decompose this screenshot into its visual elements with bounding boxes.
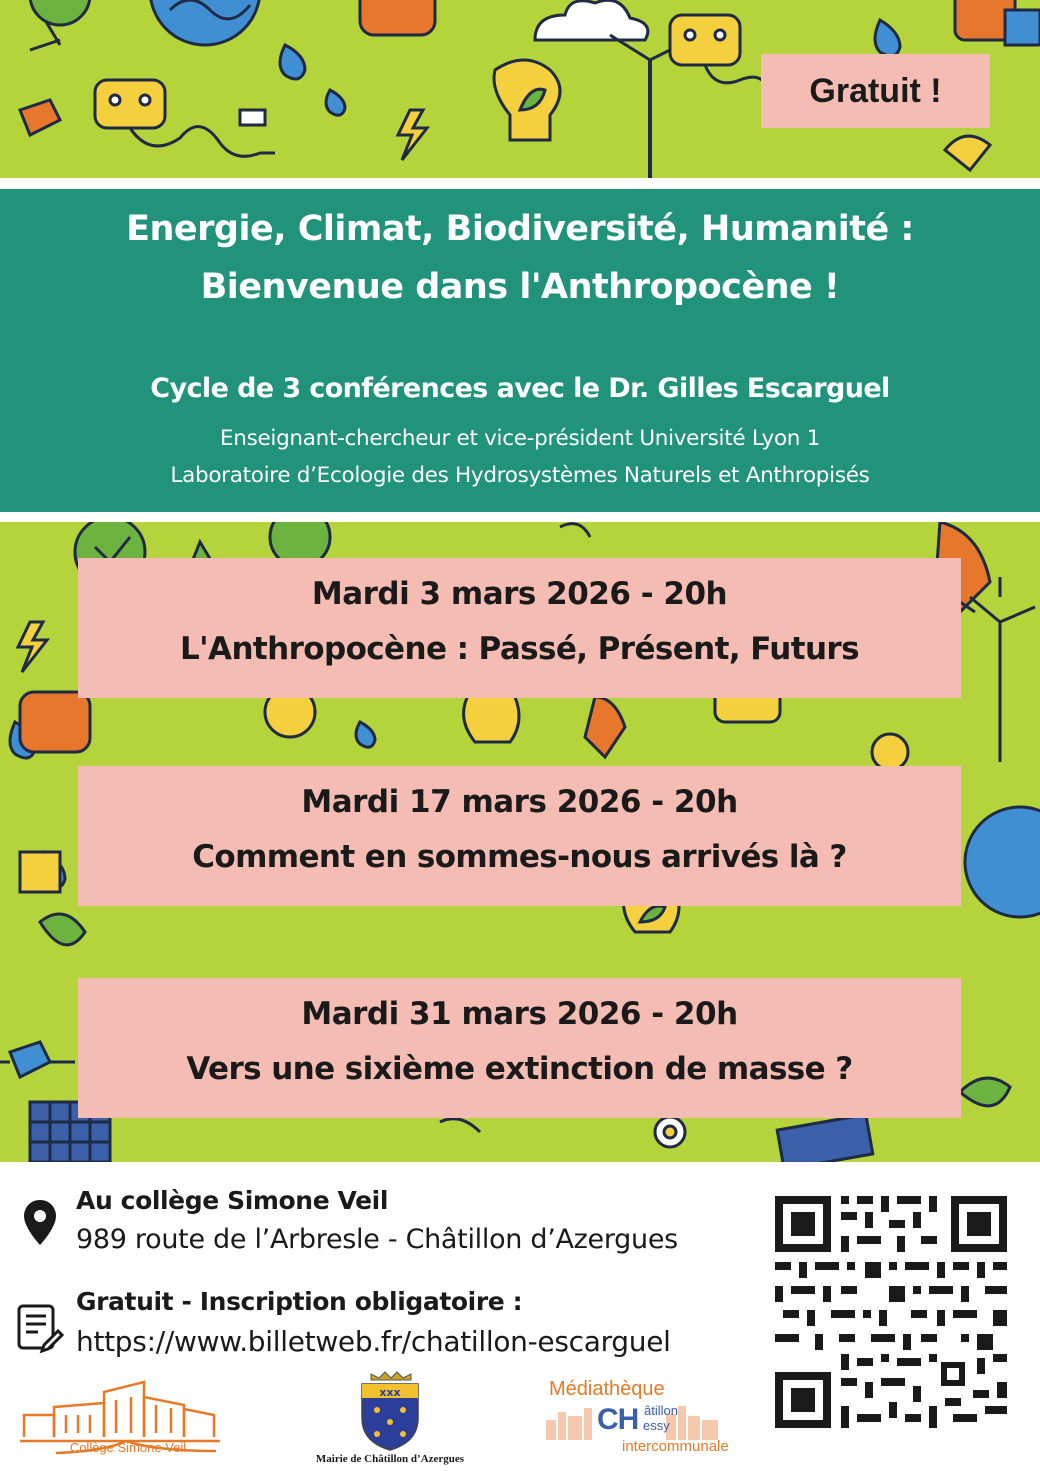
main-title-line2: Bienvenue dans l'Anthropocène ! bbox=[200, 267, 840, 307]
mediatheque-logo-title: Médiathèque bbox=[549, 1378, 665, 1400]
speaker-role: Enseignant-chercheur et vice-président Université Lyon 1 bbox=[219, 426, 821, 451]
venue-name: Au collège Simone Veil bbox=[76, 1186, 389, 1215]
registration-link[interactable]: https://www.billetweb.fr/chatillon-escarguel bbox=[76, 1325, 671, 1358]
venue-address: 989 route de l’Arbresle - Châtillon d’Azergues bbox=[76, 1224, 678, 1255]
mediatheque-logo-chatillon: âtillon bbox=[644, 1403, 678, 1418]
talk-date: Mardi 17 mars 2026 - 20h bbox=[301, 784, 738, 820]
free-badge: Gratuit ! bbox=[761, 54, 990, 128]
talk-card-3 bbox=[78, 978, 961, 1118]
mediatheque-logo-ch: CH bbox=[597, 1403, 639, 1436]
talk-date: Mardi 31 mars 2026 - 20h bbox=[301, 996, 738, 1032]
talk-card-2 bbox=[78, 766, 961, 906]
mediatheque-logo-subtitle: intercommunale bbox=[622, 1438, 729, 1455]
divider-middle bbox=[0, 512, 1040, 522]
mairie-logo-text: Mairie de Châtillon d’Azergues bbox=[315, 1453, 465, 1465]
svg-text:xxx: xxx bbox=[379, 1386, 401, 1399]
divider-top bbox=[0, 178, 1040, 189]
talk-date: Mardi 3 mars 2026 - 20h bbox=[311, 576, 728, 612]
map-pin-icon bbox=[22, 1198, 58, 1248]
talk-title: L'Anthropocène : Passé, Présent, Futurs bbox=[180, 631, 859, 667]
registration-label: Gratuit - Inscription obligatoire : bbox=[76, 1287, 523, 1316]
qr-code[interactable] bbox=[771, 1192, 1011, 1432]
speaker-lab: Laboratoire d’Ecologie des Hydrosystèmes Naturels et Anthropisés bbox=[170, 463, 870, 488]
mediatheque-logo-essy: essy bbox=[643, 1418, 670, 1433]
main-title-line1: Energie, Climat, Biodiversité, Humanité : bbox=[126, 209, 914, 249]
talk-title: Comment en sommes-nous arrivés là ? bbox=[192, 839, 847, 875]
form-document-icon bbox=[16, 1301, 64, 1353]
mairie-crest-logo bbox=[357, 1370, 423, 1452]
header-band bbox=[0, 189, 1040, 512]
event-info bbox=[0, 1162, 1040, 1471]
talk-title: Vers une sixième extinction de masse ? bbox=[186, 1051, 853, 1087]
college-logo-text: Collège Simone Veil bbox=[69, 1440, 187, 1455]
talk-card-1 bbox=[78, 558, 961, 698]
cycle-subtitle: Cycle de 3 conférences avec le Dr. Gilles Escarguel bbox=[150, 373, 890, 404]
